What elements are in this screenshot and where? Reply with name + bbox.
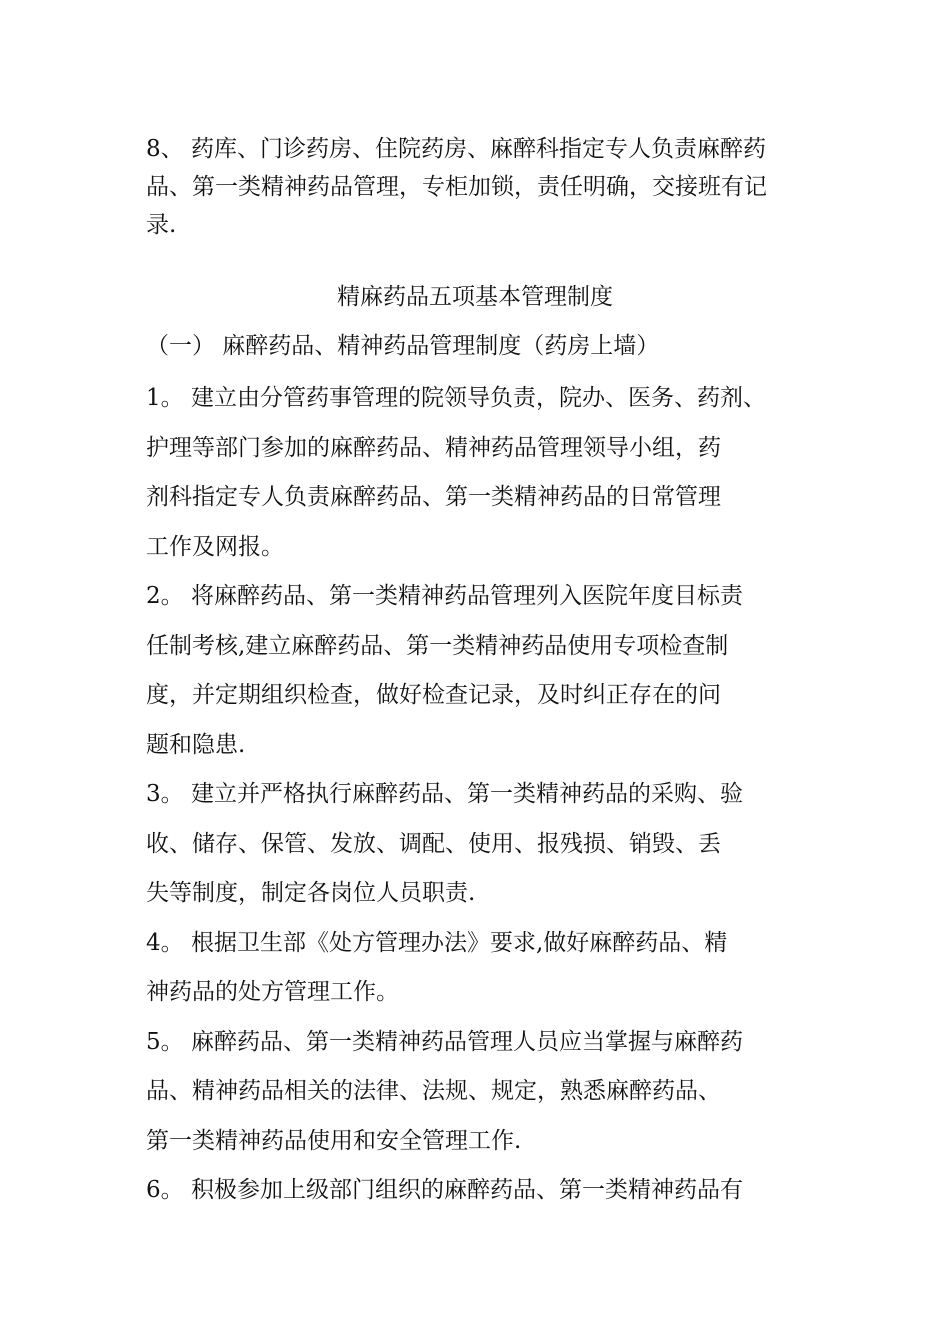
regulation-body xyxy=(146,374,846,1216)
body-line: 神药品的处方管理工作。 xyxy=(146,979,399,1005)
body-line: 失等制度，制定各岗位人员职责. xyxy=(146,880,476,906)
item-8-line: 品、第一类精神药品管理，专柜加锁，责任明确，交接班有记 xyxy=(146,174,767,200)
body-line: 剂科指定专人负责麻醉药品、第一类精神药品的日常管理 xyxy=(146,484,721,510)
body-line: 第一类精神药品使用和安全管理工作. xyxy=(146,1127,522,1154)
body-line: 6。 积极参加上级部门组织的麻醉药品、第一类精神药品有 xyxy=(146,1177,743,1203)
item-8-line: 录. xyxy=(146,212,177,238)
body-line: 任制考核,建立麻醉药品、第一类精神药品使用专项检查制 xyxy=(146,632,729,659)
document-title: 精麻药品五项基本管理制度 xyxy=(337,284,613,310)
body-line: 收、储存、保管、发放、调配、使用、报残损、销毁、丢 xyxy=(146,830,721,857)
body-line: 工作及网报。 xyxy=(146,533,284,560)
item-8-line: 8、 药库、门诊药房、住院药房、麻醉科指定专人负责麻醉药 xyxy=(146,136,766,162)
body-line: 题和隐患. xyxy=(146,731,246,758)
body-line: 度，并定期组织检查，做好检查记录，及时纠正存在的问 xyxy=(146,682,721,708)
body-line: 4。 根据卫生部《处方管理办法》要求,做好麻醉药品、精 xyxy=(146,929,728,956)
section-heading: （一） 麻醉药品、精神药品管理制度（药房上墙） xyxy=(146,333,660,359)
body-line: 2。 将麻醉药品、第一类精神药品管理列入医院年度目标责 xyxy=(146,583,743,609)
body-line: 护理等部门参加的麻醉药品、精神药品管理领导小组，药 xyxy=(146,434,721,461)
body-line: 5。 麻醉药品、第一类精神药品管理人员应当掌握与麻醉药 xyxy=(146,1028,743,1055)
item-8-paragraph xyxy=(146,130,836,244)
body-line: 品、精神药品相关的法律、法规、规定，熟悉麻醉药品、 xyxy=(146,1078,721,1104)
body-line: 1。 建立由分管药事管理的院领导负责，院办、医务、药剂、 xyxy=(146,385,766,411)
body-line: 3。 建立并严格执行麻醉药品、第一类精神药品的采购、验 xyxy=(146,781,743,807)
